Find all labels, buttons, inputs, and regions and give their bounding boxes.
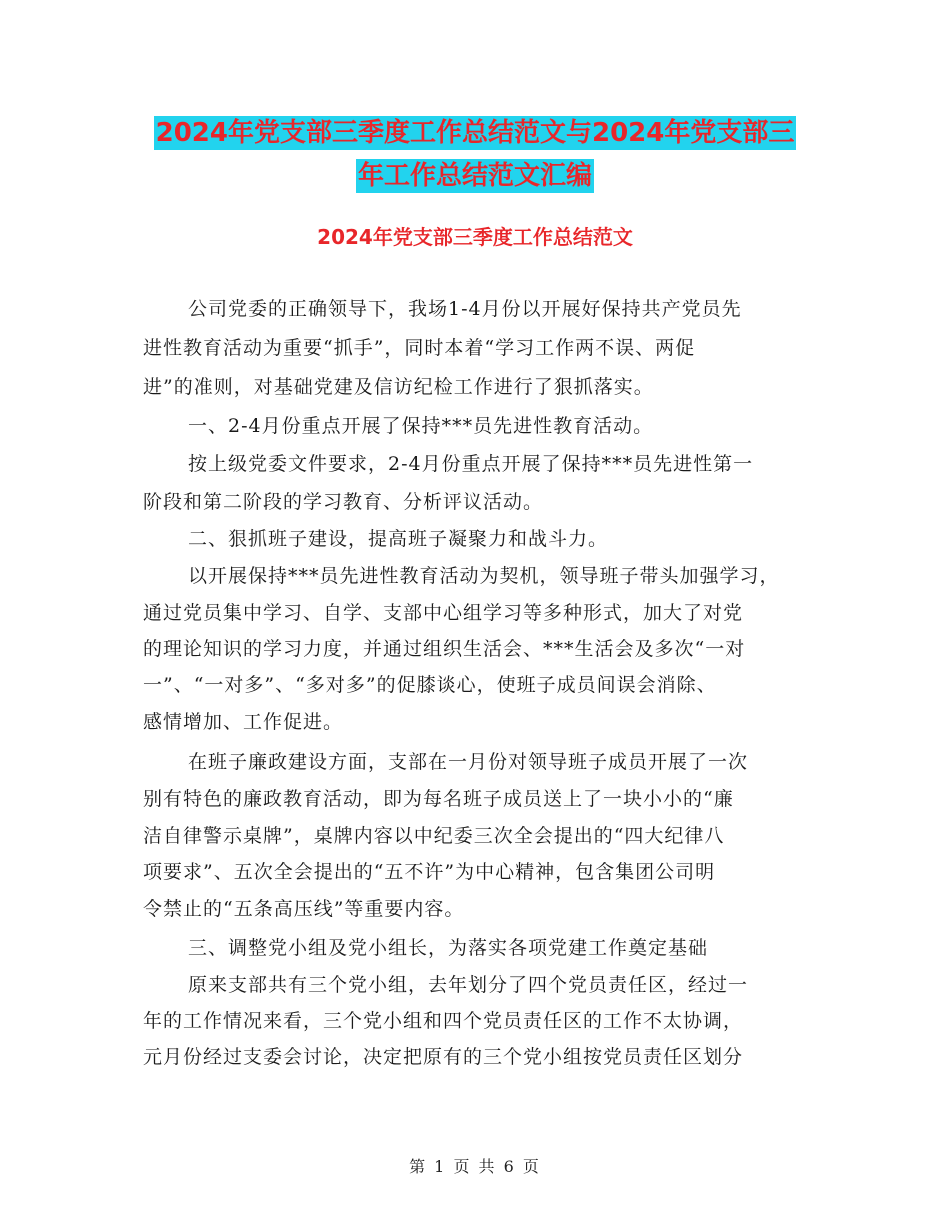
heading-line: 二、狠抓班子建设，提高班子凝聚力和战斗力。: [188, 528, 609, 550]
body-line: 洁自律警示桌牌”，桌牌内容以中纪委三次全会提出的“四大纪律八: [143, 825, 725, 847]
body-line: 以开展保持***员先进性教育活动为契机，领导班子带头加强学习，: [188, 565, 780, 587]
body-line: 令禁止的“五条高压线”等重要内容。: [143, 898, 465, 920]
body-line: 一”、“一对多”、“多对多”的促膝谈心，使班子成员间误会消除、: [143, 674, 717, 696]
document-title-line-1: [0, 113, 950, 153]
body-line: 别有特色的廉政教育活动，即为每名班子成员送上了一块小小的“廉: [143, 788, 734, 810]
body-line: 按上级党委文件要求，2-4月份重点开展了保持***员先进性第一: [188, 453, 754, 475]
body-line: 原来支部共有三个党小组，去年划分了四个党员责任区，经过一: [188, 974, 749, 996]
body-line: 公司党委的正确领导下，我场1-4月份以开展好保持共产党员先: [188, 298, 742, 320]
document-title-line-2: [0, 156, 950, 196]
body-line: 感情增加、工作促进。: [143, 711, 344, 733]
body-line: 年的工作情况来看，三个党小组和四个党员责任区的工作不太协调，: [143, 1010, 744, 1032]
section-title: 2024年党支部三季度工作总结范文: [317, 225, 633, 249]
body-line: 元月份经过支委会讨论，决定把原有的三个党小组按党员责任区划分: [143, 1046, 744, 1068]
body-line: 阶段和第二阶段的学习教育、分析评议活动。: [143, 491, 544, 513]
title-highlight-1: 2024年党支部三季度工作总结范文与2024年党支部三: [155, 118, 795, 148]
body-line: 项要求”、五次全会提出的“五不许”为中心精神，包含集团公司明: [143, 861, 716, 883]
body-line: 的理论知识的学习力度，并通过组织生活会、***生活会及多次“一对: [143, 638, 746, 660]
heading-line: 三、调整党小组及党小组长，为落实各项党建工作奠定基础: [188, 937, 709, 959]
body-line: 进”的准则，对基础党建及信访纪检工作进行了狠抓落实。: [143, 376, 654, 398]
body-line: 通过党员集中学习、自学、支部中心组学习等多种形式，加大了对党: [143, 602, 744, 624]
heading-line: 一、2-4月份重点开展了保持***员先进性教育活动。: [188, 415, 654, 437]
body-line: 进性教育活动为重要“抓手”，同时本着“学习工作两不误、两促: [143, 337, 696, 359]
page-footer: 第 1 页 共 6 页: [409, 1157, 541, 1176]
title-highlight-2: 年工作总结范文汇编: [357, 161, 592, 191]
body-line: 在班子廉政建设方面，支部在一月份对领导班子成员开展了一次: [188, 751, 749, 773]
